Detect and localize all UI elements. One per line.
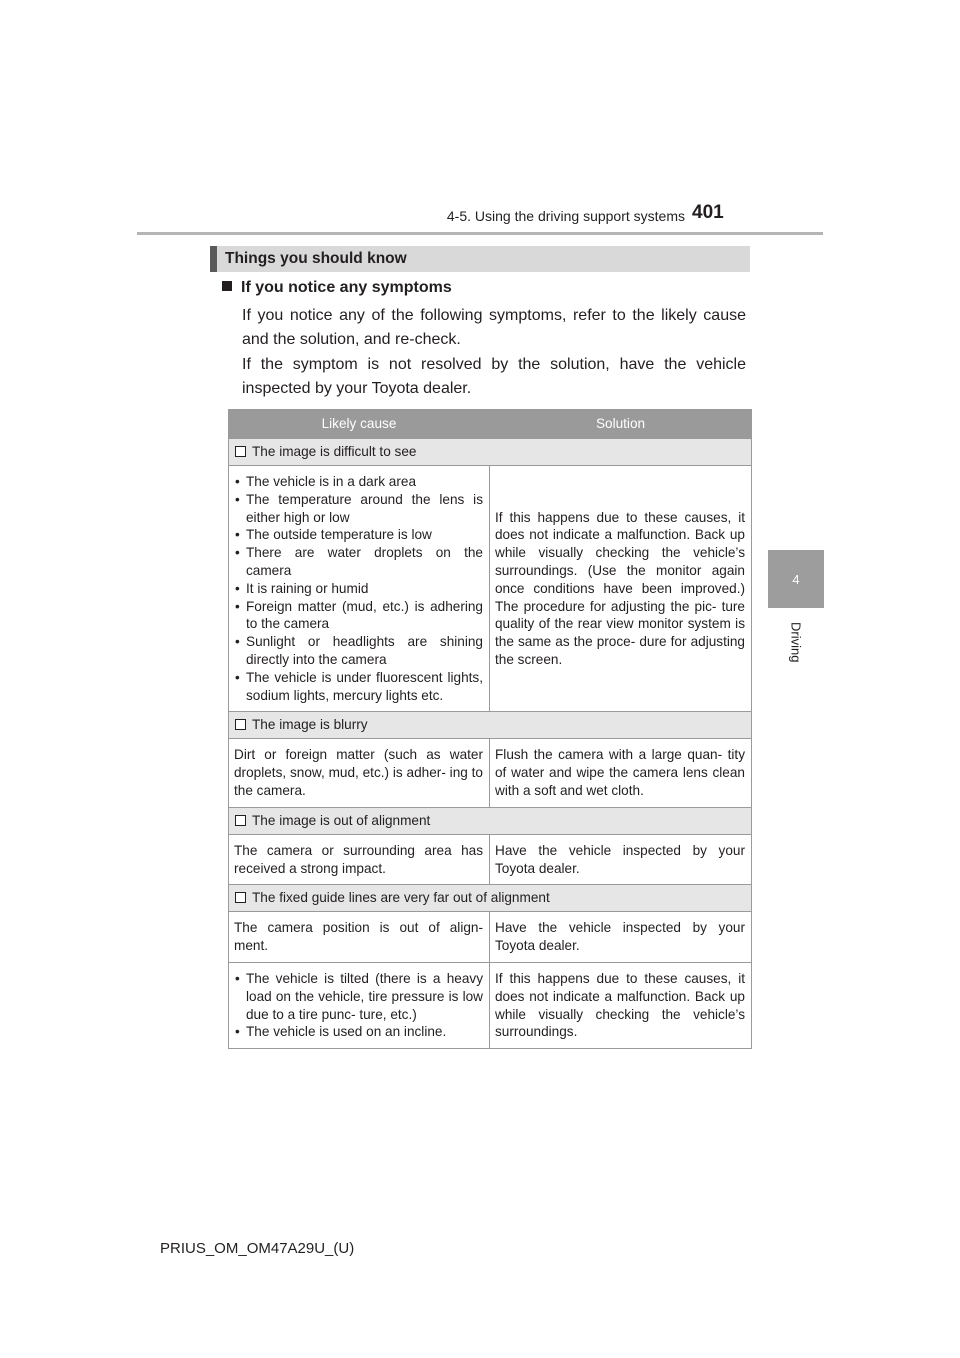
table-header-row [229,410,752,439]
table-row [229,962,752,1048]
chapter-number: 4 [792,571,800,587]
list-item: • The vehicle is under fluorescent lights, sodium lights, mercury lights etc. [234,669,483,705]
header-solution: Solution [490,410,752,439]
symptoms-heading-text: If you notice any symptoms [241,279,452,296]
category-guide-lines [229,885,752,912]
category-label: The image is blurry [252,717,368,733]
troubleshooting-table [228,409,752,1049]
category-label: The image is difficult to see [252,444,417,460]
cause-list [234,473,483,704]
list-item: • The vehicle is used on an incline. [234,1023,483,1041]
cause-cell: The camera or surrounding area has received a strong impact. [229,834,490,885]
list-item: • Foreign matter (mud, etc.) is adhering to the camera [234,598,483,634]
category-row [229,712,752,739]
category-difficult-to-see [229,439,752,466]
symptoms-heading [222,279,452,297]
category-label: The image is out of alignment [252,812,431,828]
table-row [229,466,752,712]
list-item: • The outside temperature is low [234,526,483,544]
cause-cell: Dirt or foreign matter (such as water droplets, snow, mud, etc.) is adher- ing to the camera. [229,739,490,807]
category-row [229,807,752,834]
list-item: • The vehicle is in a dark area [234,473,483,491]
list-item: • Sunlight or headlights are shining directly into the camera [234,633,483,669]
category-blurry [229,712,752,739]
list-item: • The temperature around the lens is either high or low [234,491,483,527]
header-divider [137,232,823,235]
solution-cell: Flush the camera with a large quan- tity of water and wipe the camera lens clean with a soft and wet cloth. [490,739,752,807]
solution-cell: If this happens due to these causes, it does not indicate a malfunction. Back up while visually checking the vehicle’s surroundings. [490,962,752,1048]
symptoms-paragraph-2: If the symptom is not resolved by the solution, have the vehicle inspected by your Toyota dealer. [242,356,746,397]
page-number: 401 [692,202,724,223]
box-accent-bar [210,246,217,272]
box-title: Things you should know [225,250,407,267]
solution-cell: Have the vehicle inspected by your Toyota dealer. [490,912,752,963]
things-you-should-know-box [210,246,750,272]
category-label: The fixed guide lines are very far out of alignment [252,890,550,906]
category-out-of-alignment [229,807,752,834]
symptoms-paragraph-1: If you notice any of the following symptoms, refer to the likely cause and the solution, and re-check. [242,307,746,348]
chapter-tab[interactable] [768,550,824,608]
square-bullet-icon [222,281,232,291]
list-item: • It is raining or humid [234,580,483,598]
table-row [229,912,752,963]
cause-cell: The camera position is out of align- ment. [229,912,490,963]
cause-cell [229,466,490,712]
document-code: PRIUS_OM_OM47A29U_(U) [160,1240,355,1257]
category-row [229,885,752,912]
cause-cell [229,962,490,1048]
checkbox-icon [235,446,246,457]
solution-cell: Have the vehicle inspected by your Toyota dealer. [490,834,752,885]
table-row [229,834,752,885]
checkbox-icon [235,892,246,903]
cause-list [234,970,483,1041]
list-item: • There are water droplets on the camera [234,544,483,580]
table-row [229,739,752,807]
running-header-section: 4-5. Using the driving support systems [446,208,685,224]
checkbox-icon [235,719,246,730]
header-likely-cause: Likely cause [229,410,490,439]
checkbox-icon [235,815,246,826]
category-row [229,439,752,466]
solution-cell: If this happens due to these causes, it does not indicate a malfunction. Back up while visually checking the vehicle’s surroundings. (Use the monitor again once conditions have been improved.) The procedure for adjusting the pic- ture quality of the rear view monitor system is the same as the proce- dure for adjusting the screen. [490,466,752,712]
list-item: • The vehicle is tilted (there is a heavy load on the vehicle, tire pressure is low due to a tire punc- ture, etc.) [234,970,483,1023]
chapter-label: Driving [788,622,804,663]
